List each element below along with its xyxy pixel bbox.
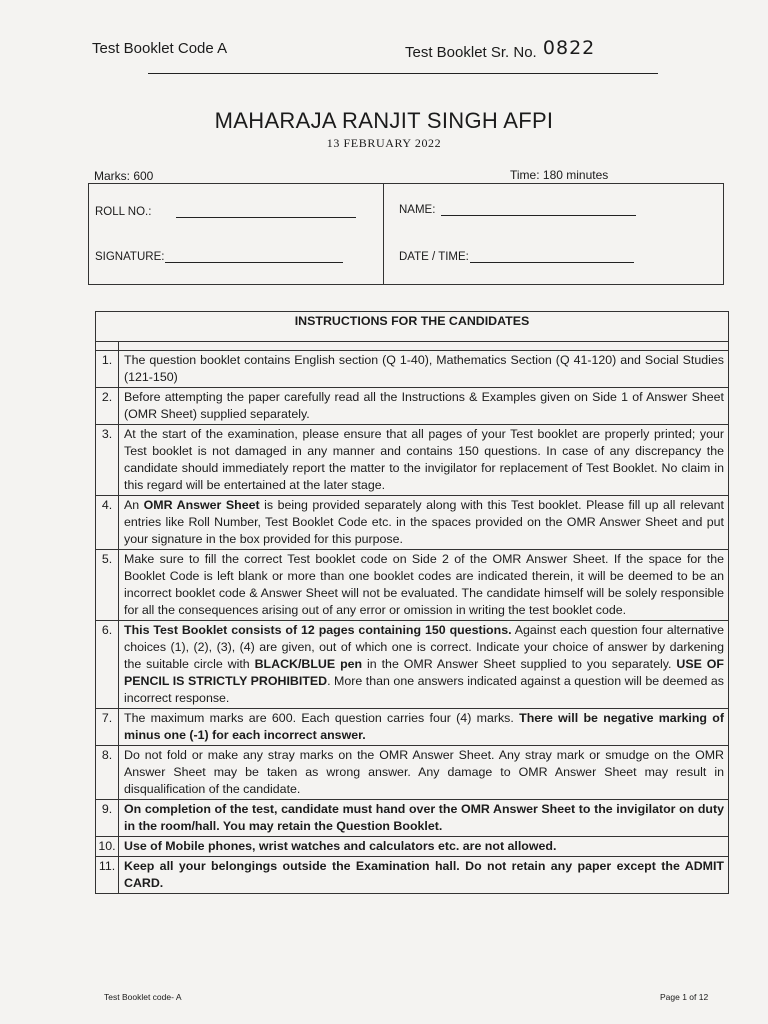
instruction-text-bold: This Test Booklet consists of 12 pages containing 150 questions. — [124, 623, 512, 637]
instruction-row — [96, 746, 729, 800]
booklet-code-label: Test Booklet Code A — [92, 40, 228, 57]
name-line[interactable] — [441, 203, 636, 216]
instruction-number: 8. — [96, 746, 119, 800]
instruction-text-bold: There will be negative marking of minus one (-1) for each incorrect answer. — [124, 711, 724, 742]
booklet-serial — [405, 37, 596, 62]
name-label: NAME: — [399, 204, 436, 216]
instruction-text-segment: The maximum marks are 600. Each question carries four (4) marks. — [124, 711, 520, 725]
instruction-row — [96, 837, 729, 857]
instruction-row — [96, 496, 729, 550]
instruction-text-segment: is being provided separately along with this Test booklet. Please fill up all relevant entries like Roll Number, Test Booklet Code etc. in the spaces provided on the OMR Answer Sheet and put your signature in the box provided for this purpose. — [124, 498, 724, 546]
signature-label: SIGNATURE: — [95, 251, 165, 263]
footer-booklet-code: Test Booklet code- A — [104, 992, 182, 1002]
instructions-list — [96, 351, 729, 894]
instruction-text-bold: USE OF PENCIL IS STRICTLY PROHIBITED — [124, 657, 724, 688]
instruction-text-bold: On completion of the test, candidate must hand over the OMR Answer Sheet to the invigilator on duty in the room/hall. You may retain the Question Booklet. — [124, 802, 724, 833]
instruction-number: 1. — [96, 351, 119, 388]
instruction-text — [119, 800, 729, 837]
instruction-text-segment: Before attempting the paper carefully read all the Instructions & Examples given on Side 1 of Answer Sheet (OMR Sheet) supplied separately. — [124, 390, 724, 421]
date-time-field[interactable] — [399, 250, 634, 263]
instruction-text — [119, 388, 729, 425]
instruction-text-segment: An — [124, 498, 144, 512]
instructions-heading: INSTRUCTIONS FOR THE CANDIDATES — [96, 312, 729, 342]
date-time-label: DATE / TIME: — [399, 251, 469, 263]
instruction-text-bold: Keep all your belongings outside the Examination hall. Do not retain any paper except the ADMIT CARD. — [124, 859, 724, 890]
instruction-row — [96, 800, 729, 837]
signature-line[interactable] — [165, 250, 343, 263]
instruction-number: 10. — [96, 837, 119, 857]
signature-field[interactable] — [95, 250, 343, 263]
header-rule — [148, 73, 658, 74]
instruction-text — [119, 709, 729, 746]
name-field[interactable] — [399, 203, 636, 216]
instruction-number: 3. — [96, 425, 119, 496]
instruction-text — [119, 425, 729, 496]
exam-title: MAHARAJA RANJIT SINGH AFPI — [214, 108, 554, 133]
instruction-row — [96, 621, 729, 709]
instruction-number: 2. — [96, 388, 119, 425]
instruction-text-segment: Against each question four alternative choices (1), (2), (3), (4) are given, out of which one is correct. Indicate your choice of answer by darkening the suitable circle with — [124, 623, 725, 671]
instruction-row — [96, 709, 729, 746]
roll-no-label: ROLL NO.: — [95, 206, 152, 218]
candidate-info-box — [88, 183, 724, 285]
instruction-text-segment: . More than one answers indicated against a question will be deemed as incorrect response. — [124, 674, 724, 705]
instruction-text-segment: Do not fold or make any stray marks on the OMR Answer Sheet. Any stray mark or smudge on the OMR Answer Sheet may be taken as wrong answer. Any damage to OMR Answer Sheet may result in disqualification of the candidate. — [124, 748, 724, 796]
instruction-text — [119, 550, 729, 621]
instruction-number: 6. — [96, 621, 119, 709]
instruction-text-bold: BLACK/BLUE pen — [254, 657, 363, 671]
instruction-row — [96, 388, 729, 425]
instruction-text-segment: in the OMR Answer Sheet supplied to you separately. — [362, 657, 677, 671]
roll-no-line[interactable] — [176, 205, 356, 218]
booklet-serial-value: 0822 — [542, 37, 596, 59]
roll-no-field[interactable] — [95, 205, 356, 218]
instructions-table — [95, 311, 729, 894]
instruction-row — [96, 857, 729, 894]
instruction-row — [96, 425, 729, 496]
instruction-text-segment: The question booklet contains English section (Q 1-40), Mathematics Section (Q 41-120) and Social Studies (121-150) — [124, 353, 724, 384]
instruction-row — [96, 550, 729, 621]
instruction-number: 11. — [96, 857, 119, 894]
date-time-line[interactable] — [470, 250, 634, 263]
info-box-divider — [383, 184, 384, 284]
instruction-text-segment: Make sure to fill the correct Test booklet code on Side 2 of the OMR Answer Sheet. If the space for the Booklet Code is left blank or more than one booklet codes are indicated therein, it will be deemed to be an incorrect booklet code & Answer Sheet will not be evaluated. The candidate himself will be solely responsible for all the consequences arising out of any error or omission in writing the test booklet code. — [124, 552, 724, 617]
instruction-number: 9. — [96, 800, 119, 837]
instruction-text-bold: Use of Mobile phones, wrist watches and calculators etc. are not allowed. — [124, 839, 557, 853]
instruction-number: 7. — [96, 709, 119, 746]
instruction-text — [119, 837, 729, 857]
instruction-number: 4. — [96, 496, 119, 550]
booklet-serial-label: Test Booklet Sr. No. — [405, 44, 537, 61]
footer-page-number: Page 1 of 12 — [660, 992, 709, 1002]
instruction-text-segment: At the start of the examination, please ensure that all pages of your Test booklet are properly printed; your Test booklet is not damaged in any manner and contains 150 questions. In case of any discrepancy the candidate should immediately report the matter to the invigilator for replacement of Test Booklet. No claim in this regard will be entertained at the later stage. — [124, 427, 724, 492]
time-label: Time: 180 minutes — [510, 168, 609, 182]
marks-label: Marks: 600 — [94, 169, 154, 183]
instruction-number: 5. — [96, 550, 119, 621]
exam-date: 13 FEBRUARY 2022 — [326, 136, 442, 150]
instruction-row — [96, 351, 729, 388]
instruction-text-bold: OMR Answer Sheet — [143, 498, 260, 512]
instruction-text — [119, 746, 729, 800]
instruction-text — [119, 857, 729, 894]
instruction-text — [119, 351, 729, 388]
instruction-text — [119, 621, 729, 709]
instruction-text — [119, 496, 729, 550]
